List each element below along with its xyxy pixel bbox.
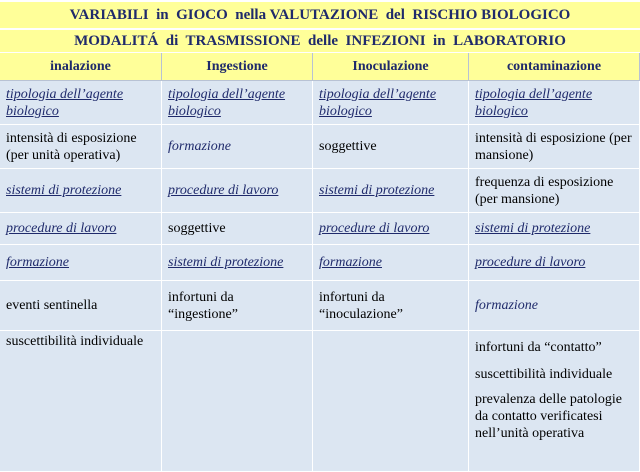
table-cell [0,213,162,245]
table-cell [0,81,162,125]
table-cell [162,245,313,281]
table-cell [469,81,640,125]
cell-text: tipologia dell’agente biologico [319,86,437,119]
cell-text: soggettive [319,139,377,154]
table-cell [162,81,313,125]
cell-text: eventi sentinella [6,298,98,313]
cell-text: sistemi di protezione [319,183,435,198]
table-cell [0,331,162,472]
table-cell [313,81,469,125]
cell-text: sistemi di protezione [475,221,591,236]
table-cell [313,213,469,245]
cell-text: soggettive [168,221,226,236]
table-cell [0,281,162,331]
table-cell [0,245,162,281]
cell-text: formazione [6,255,69,270]
header-inalazione: inalazione [0,53,162,81]
cell-text: formazione [319,255,382,270]
header-ingestione: Ingestione [162,53,313,81]
main-title [0,2,640,29]
table-cell [469,125,640,169]
cell-text: frequenza di esposizione (per mansione) [475,174,614,207]
table-cell-empty [162,331,313,472]
subtitle [0,30,640,54]
table-cell [0,125,162,169]
cell-text: infortuni da “ingestione” [168,289,238,322]
table-cell [162,281,313,331]
table-cell [469,169,640,213]
cell-text: formazione [475,298,538,313]
table-cell [162,169,313,213]
table-cell-empty [313,331,469,472]
table-cell [469,245,640,281]
cell-text: procedure di lavoro [319,221,430,236]
cell-text: sistemi di protezione [6,183,122,198]
subtitle-text: MODALITÁ di TRASMISSIONE delle INFEZIONI in LABORATORIO [74,32,566,49]
header-inoculazione: Inoculazione [313,53,469,81]
cell-text: procedure di lavoro [475,255,586,270]
table-cell [313,125,469,169]
cell-text: formazione [168,139,231,154]
table-cell [162,213,313,245]
cell-text: procedure di lavoro [6,221,117,236]
cell-text: infortuni da “inoculazione” [319,289,403,322]
transmission-table [0,53,640,468]
cell-text: infortuni da “contatto” [475,340,602,355]
table-cell [162,125,313,169]
cell-text: tipologia dell’agente biologico [475,86,593,119]
table-cell [469,213,640,245]
cell-text: intensità di esposizione (per mansione) [475,130,632,163]
table-cell [313,245,469,281]
cell-text: suscettibilità individuale [475,367,613,382]
main-title-text: VARIABILI in GIOCO nella VALUTAZIONE del RISCHIO BIOLOGICO [69,6,571,23]
cell-text: tipologia dell’agente biologico [168,86,286,119]
cell-text: procedure di lavoro [168,183,279,198]
table-cell [469,331,640,472]
cell-text: prevalenza delle patologie da contatto verificatesi nell’unità operativa [475,392,622,441]
cell-text: sistemi di protezione [168,255,284,270]
table-cell [313,281,469,331]
table-cell [469,281,640,331]
cell-text: intensità di esposizione (per unità operativa) [6,130,137,163]
table-cell [313,169,469,213]
cell-text: tipologia dell’agente biologico [6,86,124,119]
header-contaminazione: contaminazione [469,53,640,81]
cell-text: suscettibilità individuale [6,334,144,349]
table-cell [0,169,162,213]
